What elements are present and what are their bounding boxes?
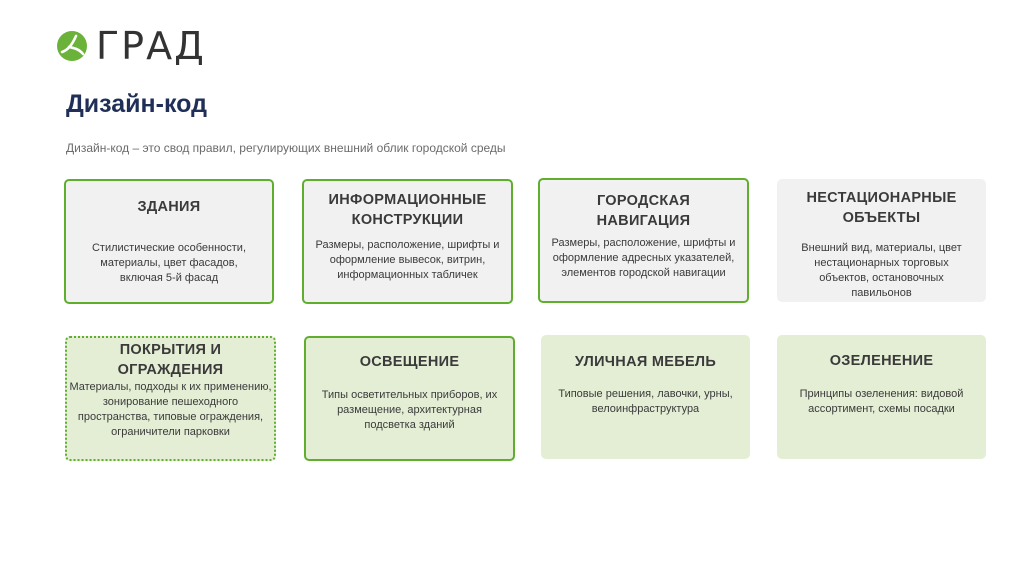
card-title: ИНФОРМАЦИОННЫЕ КОНСТРУКЦИИ <box>328 192 487 228</box>
card-description: Размеры, расположение, шрифты и оформление адресных указателей, элементов городской навигации <box>551 237 736 279</box>
card-title: ЗДАНИЯ <box>137 199 201 215</box>
card-title: ГОРОДСКАЯ НАВИГАЦИЯ <box>596 193 691 229</box>
page-title: Дизайн-код <box>66 90 207 118</box>
card-title: ОЗЕЛЕНЕНИЕ <box>829 353 934 369</box>
card-description: Стилистические особенности, материалы, цвет фасадов, включая 5-й фасад <box>91 242 246 284</box>
card-city-navigation <box>538 178 749 303</box>
card-landscaping <box>777 335 986 459</box>
card-surfaces-fences <box>65 336 276 461</box>
card-buildings <box>64 179 274 304</box>
card-description: Размеры, расположение, шрифты и оформление вывесок, витрин, информационных табличек <box>315 239 500 281</box>
card-description: Принципы озеленения: видовой ассортимент, схемы посадки <box>799 388 964 415</box>
card-description: Материалы, подходы к их применению, зонирование пешеходного пространства, типовые ограждения, ограничители парковки <box>69 381 272 438</box>
card-title: УЛИЧНАЯ МЕБЕЛЬ <box>574 354 717 370</box>
card-lighting <box>304 336 515 461</box>
leaf-logo-icon <box>56 30 88 62</box>
card-title: ОСВЕЩЕНИЕ <box>359 354 460 370</box>
card-description: Типовые решения, лавочки, урны, велоинфраструктура <box>558 388 733 415</box>
brand-logo <box>56 24 206 68</box>
page-subtitle: Дизайн-код – это свод правил, регулирующих внешний облик городской среды <box>66 141 506 155</box>
card-description: Внешний вид, материалы, цвет нестационарных торговых объектов, остановочных павильонов <box>801 242 962 299</box>
brand-name: ГРАД <box>96 24 206 68</box>
card-title: НЕСТАЦИОНАРНЫЕ ОБЪЕКТЫ <box>806 190 957 226</box>
card-description: Типы осветительных приборов, их размещение, архитектурная подсветка зданий <box>321 389 498 431</box>
card-info-structures <box>302 179 513 304</box>
card-title: ПОКРЫТИЯ И ОГРАЖДЕНИЯ <box>117 342 224 378</box>
card-street-furniture <box>541 335 750 459</box>
card-non-stationary-objects <box>777 179 986 302</box>
